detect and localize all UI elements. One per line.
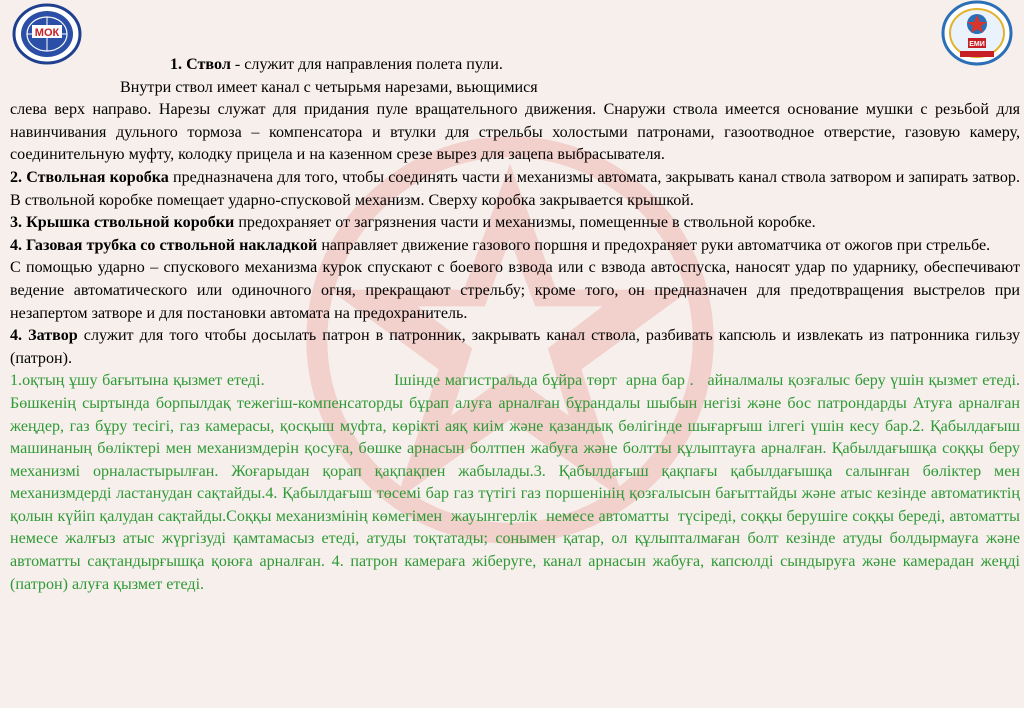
paragraph-receiver: 2. Ствольная коробка предназначена для того, чтобы соединять части и механизмы автомата, закрывать канал ствола затвором и запирать затвор. В ствольной коробке помещает ударно-спусковой механизм. Сверху коробка закрывается крышкой. — [10, 168, 1020, 209]
heading-bolt: 4. Затвор — [10, 327, 78, 345]
paragraph-kazakh: 1.оқтың ұшу бағытына қызмет етеді. Ішінде магистральда бұйра төрт арна бар . айналмалы қозғалыс беру үшін қызмет етеді. Бөшкенің сыртында борпылдақ тежегіш-компенсаторды бұрап алуға арналған бұрандалы шыбын негізі және бос патрондарды Атуға арналған жеңдер, газ бұру тесігі, газ камерасы, қосқыш муфта, көрікті аяқ киім және қазандық бөлігінде шығарғыш ілгегі үшін кесу бар.2. Қабылдағыш машинаның бөліктері мен механизмдерін қосуға, бөшке арнасын болтпен жабуға және болтты құлыптауға арналған. Қабылдағышқа соққы беру механизмі орналастырылған. Жоғарыдан қорап қақпақпен жабылады.3. Қабылдағыш қақпағы қабылдағышқа салынған бөліктер мен механизмдерді ластанудан сақтайды.4. Қабылдағыш төсемі бар газ түтігі газ поршенінің қозғалысын бағыттайды және атыс кезінде автоматиктің қолын күйіп қалудан сақтайды.Соққы механизмінің көмегімен жауынгерлік немесе автоматты түсіреді, соққы берушіге соққы береді, автоматты немесе жалғыз атыс жүргізуді қамтамасыз етеді, атуды тоқтатады; сонымен қатар, ол құлыпталмаған болт кезінде атуды болдырмауға және автоматты сақтандырғышқа қоюға арналған. 4. патрон камераға жіберуге, канал арнасын жабуға, капсюлді сындыруға және камерадан жеңді (патрон) алуға қызмет етеді. — [10, 372, 1024, 593]
heading-receiver-cover: 3. Крышка ствольной коробки — [10, 214, 235, 232]
heading-receiver: 2. Ствольная коробка — [10, 168, 169, 186]
paragraph-barrel-desc: слева верх направо. Нарезы служат для придания пуле вращательного движения. Снаружи ствола имеется основание мушки с резьбой для навинчивания дульного тормоза – компенсатора и втулки для стрельбы холостыми патронами, газоотводное отверстие, газовую камеру, соединительную муфту, колодку прицела и на казенном срезе вырез для зацепа выбрасывателя. — [10, 101, 1020, 164]
mok-logo-text: МОК — [34, 27, 60, 39]
heading-gas-tube: 4. Газовая трубка со ствольной накладкой — [10, 236, 318, 254]
paragraph-gas-tube: 4. Газовая трубка со ствольной накладкой направляет движение газового поршня и предохраняет руки автоматчика от ожогов при стрельбе. — [10, 236, 991, 254]
paragraph-barrel-inside: Внутри ствол имеет канал с четырьмя нарезами, вьющимися — [120, 78, 538, 96]
emblem-text: ЕМИ — [969, 41, 985, 48]
paragraph-barrel: 1. Ствол - служит для направления полета пули. — [170, 56, 503, 73]
heading-barrel: 1. Ствол — [170, 56, 231, 73]
paragraph-bolt: 4. Затвор служит для того чтобы досылать патрон в патронник, закрывать канал ствола, разбивать капсюль и извлекать из патронника гильзу (патрон). — [10, 327, 1021, 367]
paragraph-trigger: С помощью ударно – спускового механизма курок спускают с боевого взвода или с взвода автоспуска, наносят удар по ударнику, обеспечивают ведение автоматического или одиночного огня, прекращают стрельбу; кроме того, он предназначен для предотвращения выстрелов при незапертом затворе и для постановки автомата на предохранитель. — [10, 259, 1020, 322]
paragraph-receiver-cover: 3. Крышка ствольной коробки предохраняет от загрязнения части и механизмы, помещенные в ствольной коробке. — [10, 214, 816, 232]
document-body — [10, 54, 1024, 596]
